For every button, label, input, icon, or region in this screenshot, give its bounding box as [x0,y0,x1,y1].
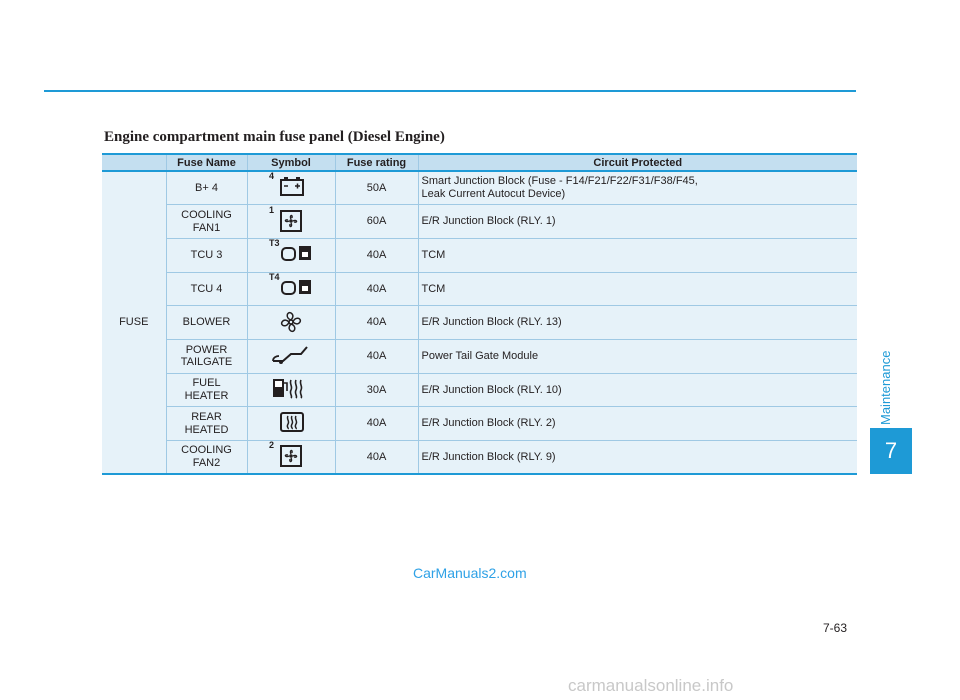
rear-defroster-icon [279,411,305,433]
symbol-superscript: 2 [269,440,275,451]
circuit-protected: Smart Junction Block (Fuse - F14/F21/F22/F31/F38/F45, Leak Current Autocut Device) [418,171,857,205]
chapter-side-label: Maintenance [878,350,893,425]
fuse-rating: 40A [335,339,418,373]
circuit-protected: Power Tail Gate Module [418,339,857,373]
fuse-name: TCU 3 [166,238,247,272]
blower-fan-icon [279,310,303,334]
fuse-rating: 40A [335,407,418,441]
fuse-rating: 40A [335,306,418,340]
fuse-rating: 30A [335,373,418,407]
circuit-protected: E/R Junction Block (RLY. 10) [418,373,857,407]
transmission-control-icon [279,276,313,296]
fuse-group-label: FUSE [102,171,166,474]
symbol-cell [247,339,335,373]
table-row [102,441,857,475]
fuse-rating: 40A [335,272,418,306]
symbol-cell [247,238,335,272]
power-tailgate-icon [271,343,311,365]
circuit-protected: E/R Junction Block (RLY. 1) [418,205,857,239]
top-rule [44,90,856,92]
symbol-cell [247,373,335,407]
chapter-tab: 7 [870,428,912,474]
fuse-name: POWER TAILGATE [166,339,247,373]
circuit-protected: TCM [418,272,857,306]
table-row [102,272,857,306]
fuse-name: B+ 4 [166,171,247,205]
transmission-control-icon [279,242,313,262]
page-number: 7-63 [823,621,848,635]
fuse-rating: 40A [335,441,418,475]
section-title: Engine compartment main fuse panel (Diesel Engine) [104,129,445,145]
symbol-superscript: T3 [269,238,280,249]
circuit-protected: E/R Junction Block (RLY. 13) [418,306,857,340]
symbol-cell [247,441,335,475]
table-row [102,373,857,407]
fuse-rating: 50A [335,171,418,205]
circuit-protected: TCM [418,238,857,272]
symbol-cell [247,272,335,306]
header-group-cell [102,154,166,171]
symbol-cell [247,306,335,340]
fuse-name: COOLING FAN2 [166,441,247,475]
symbol-cell [247,205,335,239]
table-header-row [102,154,857,171]
fuel-heater-icon [271,377,307,399]
symbol-superscript: 4 [269,171,275,182]
symbol-cell [247,407,335,441]
symbol-superscript: 1 [269,204,275,215]
cooling-fan-icon [279,444,303,468]
header-fuse-rating: Fuse rating [335,154,418,171]
fuse-rating: 60A [335,205,418,239]
fuse-name: FUEL HEATER [166,373,247,407]
fuse-name: COOLING FAN1 [166,205,247,239]
table-row [102,407,857,441]
symbol-cell [247,171,335,205]
table-row [102,306,857,340]
footer-watermark: carmanualsonline.info [568,676,734,695]
table-row [102,171,857,205]
battery-icon [279,175,305,197]
header-symbol: Symbol [247,154,335,171]
symbol-superscript: T4 [269,272,280,283]
fuse-name: BLOWER [166,306,247,340]
table-row [102,205,857,239]
fuse-rating: 40A [335,238,418,272]
header-circuit-protected: Circuit Protected [418,154,857,171]
circuit-protected: E/R Junction Block (RLY. 2) [418,407,857,441]
cooling-fan-icon [279,209,303,233]
table-row [102,339,857,373]
fuse-table [102,153,857,475]
header-fuse-name: Fuse Name [166,154,247,171]
fuse-name: TCU 4 [166,272,247,306]
circuit-protected: E/R Junction Block (RLY. 9) [418,441,857,475]
table-row [102,238,857,272]
watermark: CarManuals2.com [413,565,527,581]
fuse-name: REAR HEATED [166,407,247,441]
